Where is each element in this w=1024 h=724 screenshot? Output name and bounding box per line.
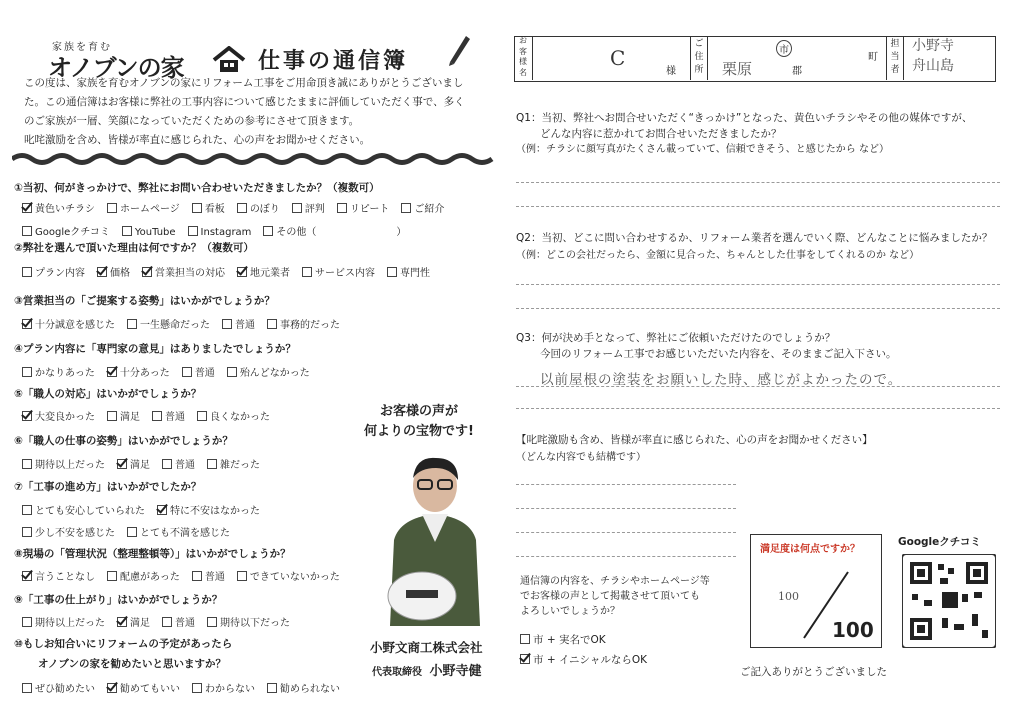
checkbox-checked-icon[interactable] — [520, 654, 530, 664]
answer-option[interactable] — [22, 614, 105, 629]
answer-option-label: YouTube — [134, 227, 176, 238]
answer-option-label: ご紹介 — [414, 204, 445, 215]
q4-answer-line[interactable] — [516, 508, 736, 509]
answer-option-label: 満足 — [130, 460, 150, 471]
answer-option[interactable] — [157, 502, 260, 517]
answer-option[interactable] — [237, 200, 280, 215]
answer-row — [22, 364, 322, 379]
customer-name: C — [610, 46, 626, 70]
answer-option-label: 言うことなし — [35, 572, 95, 583]
satisfaction-max: 100 — [832, 618, 874, 642]
answer-option-label: サービス内容 — [315, 268, 375, 279]
answer-option-label: 専門性 — [400, 268, 430, 279]
checkbox-checked-icon[interactable] — [97, 267, 107, 277]
q1-answer-line[interactable] — [516, 182, 1000, 183]
answer-option-label: 配慮があった — [120, 572, 180, 583]
answer-option-label: Instagram — [200, 227, 252, 238]
answer-row — [22, 200, 456, 215]
intro-text: この度は、家族を育むオノブンの家にリフォーム工事をご用命頂き誠にありがとうございまし た。この通信簿はお客様に弊社の工事内容について感じたままに評価していただく事で、多く のご家族が一層、笑顔になっていただくための参考にさせて頂きます。 叱咤激励を含め、皆様が率直に感じられた、心の声をお聞かせください。 — [24, 77, 465, 146]
answer-option-label: 殆んどなかった — [239, 368, 310, 379]
checkbox-icon[interactable] — [22, 267, 32, 277]
company-rep: 代表取締役 小野寺健 — [372, 664, 482, 679]
q3-answer-handwritten: 以前屋根の塗装をお願いした時、感じがよかったので。 — [540, 372, 903, 388]
answer-option-label: 価格 — [110, 268, 130, 279]
answer-row — [22, 408, 282, 423]
checkbox-checked-icon[interactable] — [107, 367, 117, 377]
satisfaction-score-handwritten: 100 — [778, 590, 799, 603]
question-3: ③営業担当の「ご提案する姿勢」はいかがでしょうか？ — [14, 295, 275, 307]
answer-row — [22, 264, 442, 279]
question-8: ⑧現場の「管理状況（整理整頓等）」はいかがでしょうか？ — [14, 548, 291, 560]
checkbox-icon[interactable] — [267, 683, 277, 693]
q2-text: Q2：当初、どこに問い合わせするか、リフォーム業者を選んでいく際、どんなことに悩みましたか？ （例：どこの会社だったら、金額に見合った、ちゃんとした仕事をしてくれるのか など） — [516, 232, 993, 261]
answer-option-label: 営業担当の対応 — [155, 268, 225, 279]
q2-answer-line[interactable] — [516, 308, 1000, 309]
answer-row — [22, 502, 272, 517]
answer-option-label: 特に不安はなかった — [170, 506, 260, 517]
staff-names-handwritten: 小野寺 舟山島 — [912, 38, 954, 74]
checkbox-icon[interactable] — [237, 571, 247, 581]
checkbox-icon[interactable] — [192, 683, 202, 693]
checkbox-icon[interactable] — [162, 617, 172, 627]
checkbox-checked-icon[interactable] — [22, 319, 32, 329]
checkbox-icon[interactable] — [192, 203, 202, 213]
answer-option[interactable] — [162, 456, 195, 471]
brand-tagline: 家族を育む — [52, 42, 112, 53]
checkbox-icon[interactable] — [127, 527, 137, 537]
answer-option-label: ホームページ — [120, 204, 180, 215]
answer-option-label: 良くなかった — [210, 412, 270, 423]
addr-city: 市 — [776, 40, 792, 57]
answer-option[interactable] — [227, 364, 310, 379]
speech-text: お客様の声が 何よりの宝物です! — [364, 404, 474, 439]
checkbox-icon[interactable] — [107, 203, 117, 213]
answer-option[interactable] — [22, 316, 115, 331]
answer-option[interactable] — [22, 408, 95, 423]
checkbox-icon[interactable] — [188, 226, 198, 236]
answer-option[interactable] — [387, 264, 430, 279]
checkbox-icon[interactable] — [197, 411, 207, 421]
answer-option[interactable] — [107, 364, 170, 379]
answer-option[interactable] — [142, 264, 225, 279]
checkbox-icon[interactable] — [162, 459, 172, 469]
satisfaction-title: 満足度は何点ですか？ — [760, 544, 860, 555]
answer-option[interactable] — [152, 408, 185, 423]
answer-option[interactable] — [188, 226, 252, 238]
q1-answer-line[interactable] — [516, 206, 1000, 207]
checkbox-icon[interactable] — [387, 267, 397, 277]
answer-option-label: できていないかった — [249, 572, 340, 583]
checkbox-icon[interactable] — [222, 319, 232, 329]
checkbox-icon[interactable] — [22, 459, 32, 469]
q3-text: Q3：何が決め手となって、弊社にご依頼いただけたのでしょうか？ 今回のリフォーム工事でお感じいただいた内容を、そのままご記入下さい。 — [516, 332, 897, 360]
answer-option-label: とても不満を感じた — [140, 528, 230, 539]
answer-option[interactable] — [192, 200, 225, 215]
answer-option[interactable] — [22, 223, 110, 238]
checkbox-checked-icon[interactable] — [157, 505, 167, 515]
q1-text: Q1：当初、弊社へお問合せいただく“きっかけ”となった、黄色いチラシやその他の媒体ですが、 どんな内容に惹かれてお問合せいただきましたか？ （例：チラシに顔写真がたくさん載っていて、信頼できそう、と感じたから など） — [516, 112, 973, 155]
q2-answer-line[interactable] — [516, 284, 1000, 285]
question-9: ⑨「工事の仕上がり」はいかがでしょうか？ — [14, 594, 223, 606]
answer-option-label: 普通 — [194, 368, 215, 379]
checkbox-icon[interactable] — [267, 319, 277, 329]
answer-option[interactable] — [22, 364, 95, 379]
answer-option[interactable] — [22, 200, 95, 215]
answer-option-label: 十分あった — [119, 368, 170, 379]
question-10: ⑩もしお知合いにリフォームの予定があったら — [14, 638, 233, 650]
q3-answer-line[interactable] — [516, 386, 1000, 387]
answer-option[interactable] — [122, 226, 176, 238]
google-review-title: Googleクチコミ — [898, 536, 981, 548]
answer-option[interactable] — [222, 316, 255, 331]
checkbox-icon[interactable] — [22, 367, 32, 377]
answer-option[interactable] — [197, 408, 270, 423]
answer-option[interactable] — [207, 456, 260, 471]
answer-option-label: 事務的だった — [280, 320, 340, 331]
answer-option[interactable] — [22, 264, 85, 279]
answer-option-label: 評判 — [304, 204, 325, 215]
answer-option[interactable] — [237, 264, 290, 279]
answer-row — [22, 680, 352, 695]
answer-option[interactable] — [237, 568, 340, 583]
checkbox-icon[interactable] — [401, 203, 411, 213]
checkbox-icon[interactable] — [127, 319, 137, 329]
answer-option[interactable] — [182, 364, 215, 379]
checkbox-checked-icon[interactable] — [117, 459, 127, 469]
answer-option[interactable] — [117, 614, 150, 629]
staff-label: 担 当 者 — [886, 36, 904, 80]
consent-option-real-name[interactable]: 市 + 実名でOK — [520, 632, 606, 647]
answer-option[interactable] — [22, 524, 115, 539]
answer-option-label: かなりあった — [35, 368, 95, 379]
checkbox-checked-icon[interactable] — [117, 617, 127, 627]
customer-address-handwritten: 栗原 — [722, 60, 753, 78]
checkbox-checked-icon[interactable] — [22, 203, 32, 213]
company-name: 小野文商工株式会社 — [370, 640, 483, 655]
q4-answer-line[interactable] — [516, 556, 736, 557]
answer-option[interactable] — [267, 680, 340, 695]
answer-option[interactable] — [107, 680, 180, 695]
answer-option[interactable] — [263, 223, 406, 238]
answer-option-label: Googleクチコミ — [35, 227, 110, 238]
answer-row — [22, 223, 418, 238]
checkbox-icon[interactable] — [207, 459, 217, 469]
answer-row — [22, 316, 352, 331]
answer-row — [22, 614, 302, 629]
checkbox-icon[interactable] — [107, 571, 117, 581]
answer-option-label: 期待以下だった — [220, 618, 290, 629]
answer-option-label: 少し不安を感じた — [35, 528, 115, 539]
q3-answer-line[interactable] — [516, 408, 1000, 409]
answer-option[interactable] — [127, 524, 230, 539]
answer-option-label: プラン内容 — [35, 268, 85, 279]
question-7: ⑦「工事の進め方」はいかがでしたか？ — [14, 481, 202, 493]
thanks-text: ご記入ありがとうございました — [740, 666, 887, 678]
brand-name: オノブンの家 — [48, 54, 184, 82]
answer-option[interactable] — [107, 408, 140, 423]
answer-option[interactable] — [107, 200, 180, 215]
checkbox-icon[interactable] — [263, 226, 273, 236]
checkbox-icon[interactable] — [152, 411, 162, 421]
checkbox-icon[interactable] — [107, 411, 117, 421]
pencil-icon — [444, 32, 472, 66]
checkbox-icon[interactable] — [302, 267, 312, 277]
customer-sama: 様 — [666, 66, 676, 77]
checkbox-icon[interactable] — [22, 527, 32, 537]
question-2: ②弊社を選んで頂いた理由は何ですか？（複数可） — [14, 242, 254, 254]
checkbox-checked-icon[interactable] — [22, 571, 32, 581]
answer-row — [22, 524, 242, 539]
checkbox-icon[interactable] — [237, 203, 247, 213]
answer-option-label: 満足 — [120, 412, 140, 423]
answer-option-label: 大変良かった — [35, 412, 95, 423]
answer-option[interactable] — [117, 456, 150, 471]
answer-option[interactable] — [292, 200, 325, 215]
answer-option[interactable] — [22, 502, 145, 517]
checkbox-checked-icon[interactable] — [107, 683, 117, 693]
answer-option[interactable] — [192, 568, 225, 583]
answer-option-label: 期待以上だった — [35, 618, 105, 629]
answer-option-label: リピート — [349, 204, 390, 215]
answer-option[interactable] — [22, 568, 95, 583]
answer-option[interactable] — [97, 264, 130, 279]
answer-option-label: 普通 — [204, 572, 225, 583]
checkbox-icon[interactable] — [22, 505, 32, 515]
q4-answer-line[interactable] — [516, 532, 736, 533]
checkbox-checked-icon[interactable] — [22, 411, 32, 421]
addr-machi: 町 — [868, 52, 878, 63]
answer-option-label: その他（ ） — [276, 227, 407, 238]
checkbox-icon[interactable] — [22, 617, 32, 627]
question-10-line2: オノブンの家を勧めたいと思いますか？ — [38, 658, 226, 670]
checkbox-icon[interactable] — [292, 203, 302, 213]
consent-question: 通信簿の内容を、チラシやホームページ等 でお客様の声として掲載させて頂いても よろしいでしょうか？ — [520, 576, 710, 617]
answer-option-label: 期待以上だった — [35, 460, 105, 471]
answer-option[interactable] — [401, 200, 444, 215]
question-4: ④プラン内容に「専門家の意見」はありましたでしょうか？ — [14, 343, 296, 355]
answer-option-label: 勧めてもいい — [120, 684, 180, 695]
wavy-divider — [12, 152, 500, 166]
question-5: ⑤「職人の対応」はいかがでしょうか？ — [14, 388, 202, 400]
answer-option[interactable] — [22, 456, 105, 471]
answer-option[interactable] — [22, 680, 95, 695]
answer-option-label: 勧められない — [280, 684, 340, 695]
checkbox-icon[interactable] — [207, 617, 217, 627]
answer-option-label: 看板 — [204, 204, 225, 215]
answer-row — [22, 568, 352, 583]
checkbox-checked-icon[interactable] — [237, 267, 247, 277]
answer-option[interactable] — [207, 614, 290, 629]
house-icon — [212, 46, 246, 74]
question-6: ⑥「職人の仕事の姿勢」はいかがでしょうか？ — [14, 435, 233, 447]
answer-option-label: とても安心していられた — [35, 506, 145, 517]
answer-option-label: 満足 — [130, 618, 150, 629]
answer-option-label: 十分誠意を感じた — [35, 320, 115, 331]
checkbox-icon[interactable] — [337, 203, 347, 213]
answer-option-label: 普通 — [175, 618, 195, 629]
answer-option-label: 普通 — [235, 320, 255, 331]
answer-option[interactable] — [302, 264, 375, 279]
checkbox-icon[interactable] — [122, 226, 132, 236]
checkbox-icon[interactable] — [182, 367, 192, 377]
q4-text: 【叱咤激励も含め、皆様が率直に感じられた、心の声をお聞かせください】 （どんな内容でも結構です） — [516, 434, 873, 463]
checkbox-icon[interactable] — [22, 226, 32, 236]
answer-option[interactable] — [127, 316, 210, 331]
answer-option-label: 黄色いチラシ — [35, 204, 95, 215]
customer-addr-label: ご 住 所 — [690, 36, 708, 80]
answer-option-label: 一生懸命だった — [140, 320, 210, 331]
checkbox-icon[interactable] — [520, 634, 530, 644]
answer-option[interactable] — [337, 200, 390, 215]
qr-code-icon[interactable] — [902, 554, 996, 648]
answer-option-label: 雑だった — [220, 460, 260, 471]
addr-gun: 郡 — [792, 66, 802, 77]
answer-option[interactable] — [267, 316, 340, 331]
checkbox-icon[interactable] — [227, 367, 237, 377]
checkbox-icon[interactable] — [192, 571, 202, 581]
answer-option-label: わからない — [205, 684, 255, 695]
answer-option-label: 普通 — [175, 460, 195, 471]
consent-option-initial[interactable]: 市 + イニシャルならOK — [520, 652, 647, 667]
customer-name-label: お 客 様 名 — [514, 36, 533, 80]
q4-answer-line[interactable] — [516, 484, 736, 485]
answer-option-label: 地元業者 — [250, 268, 290, 279]
checkbox-icon[interactable] — [22, 683, 32, 693]
answer-option[interactable] — [107, 568, 180, 583]
answer-option-label: のぼり — [249, 204, 280, 215]
question-1: ①当初、何がきっかけで、弊社にお問い合わせいただきましたか？（複数可） — [14, 182, 380, 194]
staff-photo — [380, 450, 490, 626]
answer-option-label: ぜひ勧めたい — [35, 684, 95, 695]
answer-option[interactable] — [192, 680, 255, 695]
checkbox-checked-icon[interactable] — [142, 267, 152, 277]
answer-option-label: 普通 — [165, 412, 185, 423]
answer-row — [22, 456, 272, 471]
answer-option[interactable] — [162, 614, 195, 629]
page-title: 仕事の通信簿 — [258, 49, 409, 74]
